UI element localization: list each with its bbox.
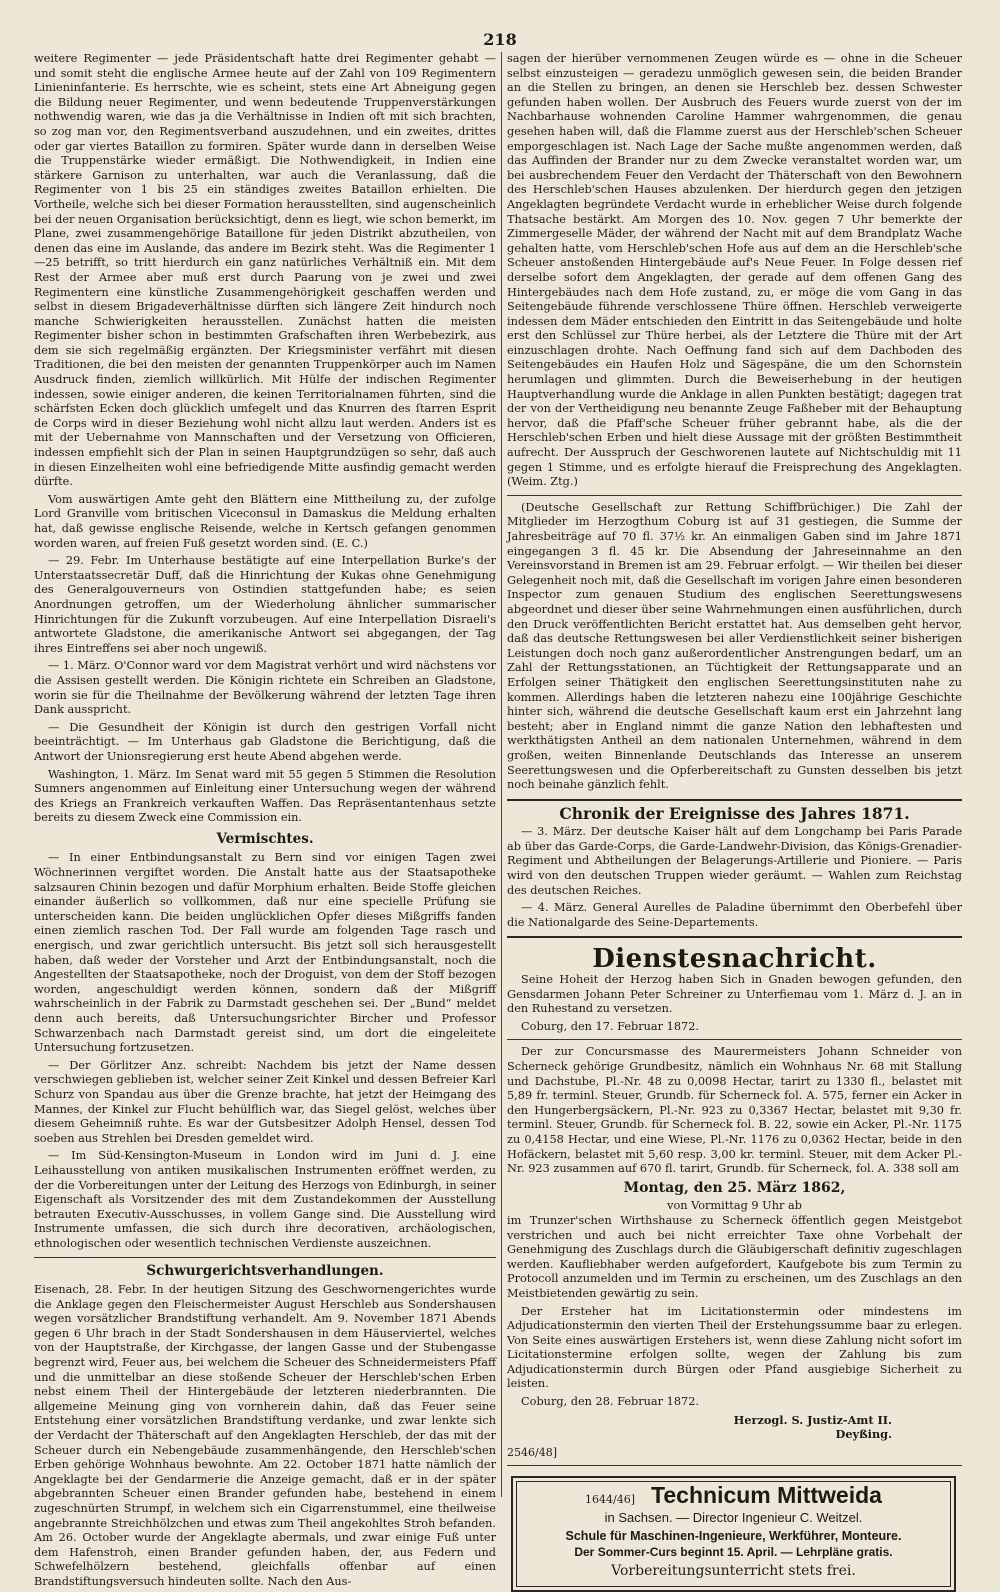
section-divider	[507, 495, 962, 496]
notice-date: Coburg, den 17. Februar 1872.	[521, 1019, 699, 1033]
advertisement-location: in Sachsen. — Director Ingenieur C. Weitzel.	[604, 1510, 863, 1526]
article-paragraph: — Die Gesundheit der Königin ist durch den gestrigen Vorfall nicht beeinträchtigt. — Im Unterhaus gab Gladstone die Berichtigung, daß die Antwort der Unionsregierung erst heute Abend abgehen werde.	[34, 720, 496, 763]
page-number: 218	[483, 30, 517, 49]
section-divider	[507, 1039, 962, 1040]
article-paragraph: sagen der hierüber vernommenen Zeugen würde es — ohne in die Scheuer selbst einzusteigen — geradezu unmöglich gewesen sein, die beiden Brander an die Stellen zu bringen, an denen sie Herschleb bez. dessen Schwester gefunden haben wollen. Der Ausbruch des Feuers wurde zuerst von der im Nachbarhause wohnenden Caroline Hammer wahrgenommen, die genau gesehen haben will, daß die Flamme zuerst aus der Herschleb'schen Scheuer emporgeschlagen ist. Nach Lage der Sache mußte angenommen werden, daß das Auffinden der Brander nur zu dem Zwecke veranstaltet worden war, um bei ausbrechendem Feuer den Verdacht der Thäterschaft von den Bewohnern des Herschleb'schen Hauses abzulenken. Der hierdurch gegen den jetzigen Angeklagten begründete Verdacht wurde in erheblicher Weise durch folgende Thatsache bestärkt. Am Morgen des 10. Nov. gegen 7 Uhr bemerkte der Zimmergeselle Mäder, der während der Nacht mit auf dem Brandplatz Wache gehalten hatte, vom Herschleb'schen Hofe aus auf dem an die Herschleb'sche Scheuer anstoßenden Hintergebäude auf's Neue Feuer. In Folge dessen rief derselbe sofort dem Angeklagten, der gerade auf dem offenen Gang des Hintergebäudes nach dem Hofe zustand, zu, er möge die vom Gang in das Seitengebäude führende verschlossene Thüre öffnen. Herschleb verweigerte indessen dem Mäder entschieden den Eintritt in das Seitengebäude und holte erst den Schlüssel zur Thüre herbei, als der Letztere die Thüre mit der Art einzuschlagen drohte. Nach Oeffnung fand sich auf dem Dachboden des Seitengebäudes ein Haufen Holz und Sägespäne, die um den Schornstein herumlagen und glimmten. Durch die Beweiserhebung in der heutigen Hauptverhandlung wurde die Anklage in allen Punkten bestätigt; dagegen trat der von der Vertheidigung neu benannte Zeuge Faßheber mit der Behauptung hervor, daß die Pfaff'sche Scheuer früher gebrannt habe, als die der Herschleb'schen Erben und hielt diese Aussage mit der größten Bestimmtheit aufrecht. Der Ausspruch der Geschworenen lautete auf Nichtschuldig mit 11 gegen 1 Stimme, und es erfolgte hierauf die Freisprechung des Angeklagten. (Weim. Ztg.)	[507, 52, 962, 489]
article-paragraph: — In einer Entbindungsanstalt zu Bern sind vor einigen Tagen zwei Wöchnerinnen vergiftet worden. Die Anstalt hatte aus der Staatsapotheke salzsauren Chinin bezogen und dafür Morphium erhalten. Beide Stoffe gleichen einander äußerlich so vollkommen, daß nur eine specielle Prüfung sie unterscheiden kann. Die beiden unglücklichen Opfer dieses Mißgriffs fanden einen ziemlich raschen Tod. Der Fall wurde am folgenden Tage rasch und energisch, und zwar gerichtlich untersucht. Bis jetzt soll sich herausgestellt haben, daß weder der Vorsteher und Arzt der Entbindungsanstalt, noch die Angestellten der Staatsapotheke, noch der Droguist, von dem der Stoff bezogen worden, angeschuldigt werden können, sondern daß der Mißgriff wahrscheinlich in der Fabrik zu Darmstadt geschehen sei. Der „Bund“ meldet denn auch bereits, daß Untersuchungsrichter Bircher und Professor Schwarzenbach nach Darmstadt gereist sind, um dort die eingeleitete Untersuchung fortzusetzen.	[34, 851, 496, 1055]
signature-office: Herzogl. S. Justiz-Amt II.	[733, 1412, 892, 1427]
left-column	[34, 52, 496, 1588]
section-divider	[507, 936, 962, 938]
section-heading-chronik: Chronik der Ereignisse des Jahres 1871.	[559, 803, 910, 823]
advertisement-title-row	[525, 1482, 942, 1509]
article-paragraph: — Der Görlitzer Anz. schreibt: Nachdem bis jetzt der Name dessen verschwiegen geblieben ist, welcher seiner Zeit Kinkel und dessen Befreier Karl Schurz von Spandau aus über die Grenze brachte, hat jetzt der Heimgang des Mannes, der Kinkel zur Flucht behülflich war, das Siegel gelöst, welches über diesem Geheimniß ruhte. Es war der Gutsbesitzer Adolph Hensel, dessen Tod soeben aus Strehlen bei Dresden gemeldet wird.	[34, 1058, 496, 1145]
section-divider	[507, 799, 962, 801]
section-heading-schwurgericht: Schwurgerichtsverhandlungen.	[146, 1262, 384, 1279]
advertisement-prep-course: Vorbereitungsunterricht stets frei.	[611, 1562, 856, 1579]
article-paragraph: — 29. Febr. Im Unterhause bestätigte auf eine Interpellation Burke's der Unterstaatssecretär Duff, daß die Hinrichtung der Kukas ohne Genehmigung des Generalgouverneurs von Ostindien stattgefunden habe; es seien Anordnungen getroffen, um der Wiederholung ähnlicher summarischer Hinrichtungen für die Zukunft vorzubeugen. Auf eine Interpellation Disraeli's antwortete Gladstone, die amerikanische Antwort sei abgegangen, der Tag ihres Eintreffens sei aber noch ungewiß.	[34, 554, 496, 655]
section-divider	[507, 1465, 962, 1466]
signature-name: Deyßing.	[835, 1427, 892, 1442]
advertisement-title: Technicum Mittweida	[651, 1482, 882, 1509]
article-paragraph: — 4. März. General Aurelles de Paladine übernimmt den Oberbefehl über die Nationalgarde des Seine-Departements.	[507, 901, 962, 929]
right-column	[507, 52, 962, 1579]
section-heading-vermischtes: Vermischtes.	[216, 830, 314, 847]
article-paragraph: — 3. März. Der deutsche Kaiser hält auf dem Longchamp bei Paris Parade ab über das Garde-Corps, die Garde-Landwehr-Division, das Königs-Grenadier-Regiment und Abtheilungen der Belagerungs-Artillerie und Pioniere. — Paris wird von den deutschen Truppen wieder geräumt. — Wahlen zum Reichstag des deutschen Reiches.	[507, 825, 962, 897]
notice-reference-number: 2546/48]	[507, 1445, 557, 1459]
advertisement-number: 1644/46]	[585, 1493, 636, 1507]
advertisement-box	[511, 1476, 956, 1592]
notice-date: Coburg, den 28. Februar 1872.	[521, 1395, 699, 1409]
advertisement-school: Schule für Maschinen-Ingenieure, Werkführer, Monteure.	[565, 1528, 902, 1543]
advertisement-inner-frame	[516, 1481, 951, 1587]
notice-paragraph: Der Ersteher hat im Licitationstermin oder mindestens im Adjudicationstermin den vierten Theil der Erstehungssumme baar zu erlegen. Von Seite eines auswärtigen Erstehers ist, wenn diese Zahlung nicht sofort im Licitationstermine erfolgen sollte, wegen der Zahlung bis zum Adjudicationstermin durch Bürgen oder Pfand ausgiebige Sicherheit zu leisten.	[507, 1304, 962, 1391]
section-heading-dienstesnachricht: Dienstesnachricht.	[592, 944, 877, 975]
article-paragraph: — Im Süd-Kensington-Museum in London wird im Juni d. J. eine Leihausstellung von antiken musikalischen Instrumenten eröffnet werden, zu der die Vorbereitungen unter der Leitung des Herzogs von Edinburgh, in seiner Eigenschaft als Vorsitzender des mit dem Zustandekommen der Ausstellung betrauten Executiv-Ausschusses, in vollem Gange sind. Die Ausstellung wird Instrumente umfassen, die sich durch ihre decorativen, archäologischen, ethnologischen oder wesentlich technischen Verdienste auszeichnen.	[34, 1149, 496, 1250]
notice-paragraph: Der zur Concursmasse des Maurermeisters Johann Schneider von Scherneck gehörige Grundbesitz, nämlich ein Wohnhaus Nr. 68 mit Stallung und Dachstube, Pl.-Nr. 48 zu 0,0098 Hectar, tarirt zu 1330 fl., belastet mit 5,89 fr. terminl. Steuer, Grundb. für Scherneck fol. A. 575, ferner ein Acker in den Hungerbergsäckern, Pl.-Nr. 923 zu 0,3367 Hectar, belastet mit 9,30 fr. terminl. Steuer, Grundb. für Scherneck fol. B. 22, sowie ein Acker, Pl.-Nr. 1175 zu 0,4158 Hectar, und eine Wiese, Pl.-Nr. 1176 zu 0,0362 Hectar, beide in den Hofäckern, belastet mit 5,60 resp. 3,00 kr. terminl. Steuer, mit dem Acker Pl.-Nr. 923 zusammen auf 670 fl. tarirt, Grundb. für Scherneck, fol. A. 338 soll am	[507, 1045, 962, 1176]
article-paragraph: — 1. März. O'Connor ward vor dem Magistrat verhört und wird nächstens vor die Assisen gestellt werden. Die Königin richtete ein Schreiben an Gladstone, worin sie für die Theilnahme der Bevölkerung während der letzten Tage ihren Dank ausspricht.	[34, 659, 496, 717]
article-paragraph: (Deutsche Gesellschaft zur Rettung Schiffbrüchiger.) Die Zahl der Mitglieder im Herzogthum Coburg ist auf 31 gestiegen, die Summe der Jahresbeiträge auf 70 fl. 37½ kr. An einmaligen Gaben sind im Jahre 1871 eingegangen 3 fl. 45 kr. Die Absendung der Jahreseinnahme an den Vereinsvorstand in Bremen ist am 29. Februar erfolgt. — Wir theilen bei dieser Gelegenheit noch mit, daß die Gesellschaft im vorigen Jahre einen besonderen Inspector zum genauen Studium des englischen Seerettungswesens abgeordnet und dieser über seine Wahrnehmungen einen ausführlichen, durch den Druck veröffentlichten Bericht erstattet hat. Aus demselben geht hervor, daß das deutsche Rettungswesen bei aller Verdienstlichkeit seiner bisherigen Leistungen doch noch ganz außerordentlicher Anstrengungen bedarf, um an Zahl der Rettungsstationen, an Tüchtigkeit der Rettungsapparate und an Erfolgen seiner Thätigkeit den englischen Seerettungsinstituten nahe zu kommen. Allerdings haben die letzteren nahezu eine 100jährige Geschichte hinter sich, während die deutsche Gesellschaft kaum erst ein Jahrzehnt lang besteht; aber in England nimmt die ganze Nation den lebhaftesten und werkthätigsten Antheil an dem nationalen Unternehmen, während in dem großen, weiten Binnenlande Deutschlands das Interesse an unserem Seerettungswesen und die Opferbereitschaft zu Gunsten desselben bis jetzt noch beinahe gänzlich fehlt.	[507, 500, 962, 792]
column-divider	[501, 52, 502, 1497]
article-paragraph: Eisenach, 28. Febr. In der heutigen Sitzung des Geschwornengerichtes wurde die Anklage gegen den Fleischermeister August Herschleb aus Sondershausen wegen vorsätzlicher Brandstiftung verhandelt. Am 9. November 1871 Abends gegen 6 Uhr brach in der Stadt Sondershausen in dem Häuserviertel, welches von der Hauptstraße, der Kirchgasse, der langen Gasse und der Stubengasse begrenzt wird, Feuer aus, bei welchem die Scheuer des Schneidermeisters Pfaff und die unmittelbar an diese stoßende Scheuer der Herschleb'schen Erben nebst einem Theil der Hintergebäude der letzteren niederbrannten. Die allgemeine Meinung ging von vornherein dahin, daß das Feuer seine Entstehung einer vorsätzlichen Brandstiftung verdanke, und zwar lenkte sich der Verdacht der Thäterschaft auf den Angeklagten Herschleb, der das mit der Scheuer durch ein Nebengebäude zusammenhängende, den Herschleb'schen Erben gehörige Wohnhaus bewohnte. Am 22. October 1871 hatte nämlich der Angeklagte bei der Gendarmerie die Anzeige gemacht, daß er in der später abgebrannten Scheuer einen Brander gefunden habe, bestehend in einem zugeschnürten Strumpf, in welchem sich ein Cigarrenstummel, eine theilweise angebrannte Streichhölzchen und etwas zum Theil angekohltes Stroh befanden. Am 26. October wurde der Angeklagte abermals, und zwar einige Fuß unter dem Hafenstroh, einen Brander gefunden haben, der, aus Federn und Schwefelhölzern bestehend, gleichfalls offenbar auf einen Brandstiftungsversuch hindeuten sollte. Nach den Aus-	[34, 1283, 496, 1588]
advertisement-semester: Der Sommer-Curs beginnt 15. April. — Lehrpläne gratis.	[574, 1545, 893, 1560]
article-paragraph: Vom auswärtigen Amte geht den Blättern eine Mittheilung zu, der zufolge Lord Granville vom britischen Viceconsul in Damaskus die Meldung erhalten hat, daß gewisse englische Reisende, welche in Kertsch gefangen genommen worden waren, auf freien Fuß gesetzt worden sind. (E. C.)	[34, 492, 496, 550]
article-paragraph: Washington, 1. März. Im Senat ward mit 55 gegen 5 Stimmen die Resolution Sumners angenommen auf Einleitung einer Untersuchung wegen der während des Kriegs an Frankreich verkauften Waffen. Das Repräsentantenhaus setzte bereits zu diesem Zweck eine Commission ein.	[34, 767, 496, 825]
auction-time: von Vormittag 9 Uhr ab	[667, 1199, 802, 1213]
notice-paragraph: Seine Hoheit der Herzog haben Sich in Gnaden bewogen gefunden, den Gensdarmen Johann Peter Schreiner zu Unterfiemau vom 1. März d. J. an in den Ruhestand zu versetzen.	[507, 973, 962, 1016]
notice-paragraph: im Trunzer'schen Wirthshause zu Scherneck öffentlich gegen Meistgebot verstrichen und auch bei nicht erreichter Taxe ohne Vorbehalt der Genehmigung des Zuschlags durch die Gläubigerschaft definitiv zugeschlagen werden. Kaufliebhaber werden aufgefordert, Kaufgebote bis zum Termin zu Protocoll anzumelden und im Termin zu erscheinen, um des Zuschlags an den Meistbietenden gewärtig zu sein.	[507, 1213, 962, 1300]
auction-date: Montag, den 25. März 1862,	[623, 1179, 846, 1196]
section-divider	[34, 1257, 496, 1258]
article-paragraph: weitere Regimenter — jede Präsidentschaft hatte drei Regimenter gehabt — und somit steht die englische Armee heute auf der Zahl von 109 Regimentern Linieninfanterie. Es herrschte, wie es scheint, stets eine Art Abneigung gegen die Bildung neuer Regimenter, und wenn bedeutende Truppenverstärkungen nothwendig waren, wie das ja die Verhältnisse in Indien oft mit sich brachten, so zog man vor, den Regimentsverband auszudehnen, und ein zweites, drittes oder gar viertes Bataillon zu formiren. Später wurde dann in derselben Weise die Truppenstärke wieder ermäßigt. Die Nothwendigkeit, in Indien eine stärkere Garnison zu unterhalten, war auch die Veranlassung, daß die Regimenter von 1 bis 25 ein ständiges zweites Bataillon erhielten. Die Vortheile, welche sich bei dieser Formation herausstellten, sind augenscheinlich bei der neuen Organisation berücksichtigt, denn es liegt, wie schon bemerkt, im Plane, zwei zusammengehörige Bataillone für jeden Distrikt abzutheilen, von denen das eine im Auslande, das andere im Bezirk steht. Was die Regimenter 1—25 betrifft, so tritt hierdurch ein ganz natürliches Verhältniß ein. Mit dem Rest der Armee aber muß erst durch Paarung von je zwei und zwei Regimentern eine künstliche Zusammengehörigkeit geschaffen werden und selbst in diesem Brigadeverhältnisse dürften sich längere Zeit hindurch noch manche Schwierigkeiten herausstellen. Zunächst hatten die meisten Regimenter bisher schon in bestimmten Grafschaften ihren Werbebezirk, aus dem sie sich regelmäßig ergänzten. Der Kriegsminister verfährt mit diesen Traditionen, die bei den meisten der genannten Truppenkörper auch im Namen Ausdruck finden, ziemlich willkürlich. Mit Hülfe der indischen Regimenter indessen, sowie einiger anderen, die keinen Territorialnamen führten, sind die schärfsten Ecken doch glücklich umfegelt und das Knurren des ſtarren Esprit de Corps wird in dieser Beziehung wohl nicht allzu laut werden. Anders ist es mit der Uebernahme von Mannschaften und der Versetzung von Officieren, indessen empfiehlt sich der Plan in seinen Hauptgrundzügen so sehr, daß auch in diesen Einzelheiten wohl eine befriedigende Mitte ausfindig gemacht werden dürfte.	[34, 52, 496, 489]
